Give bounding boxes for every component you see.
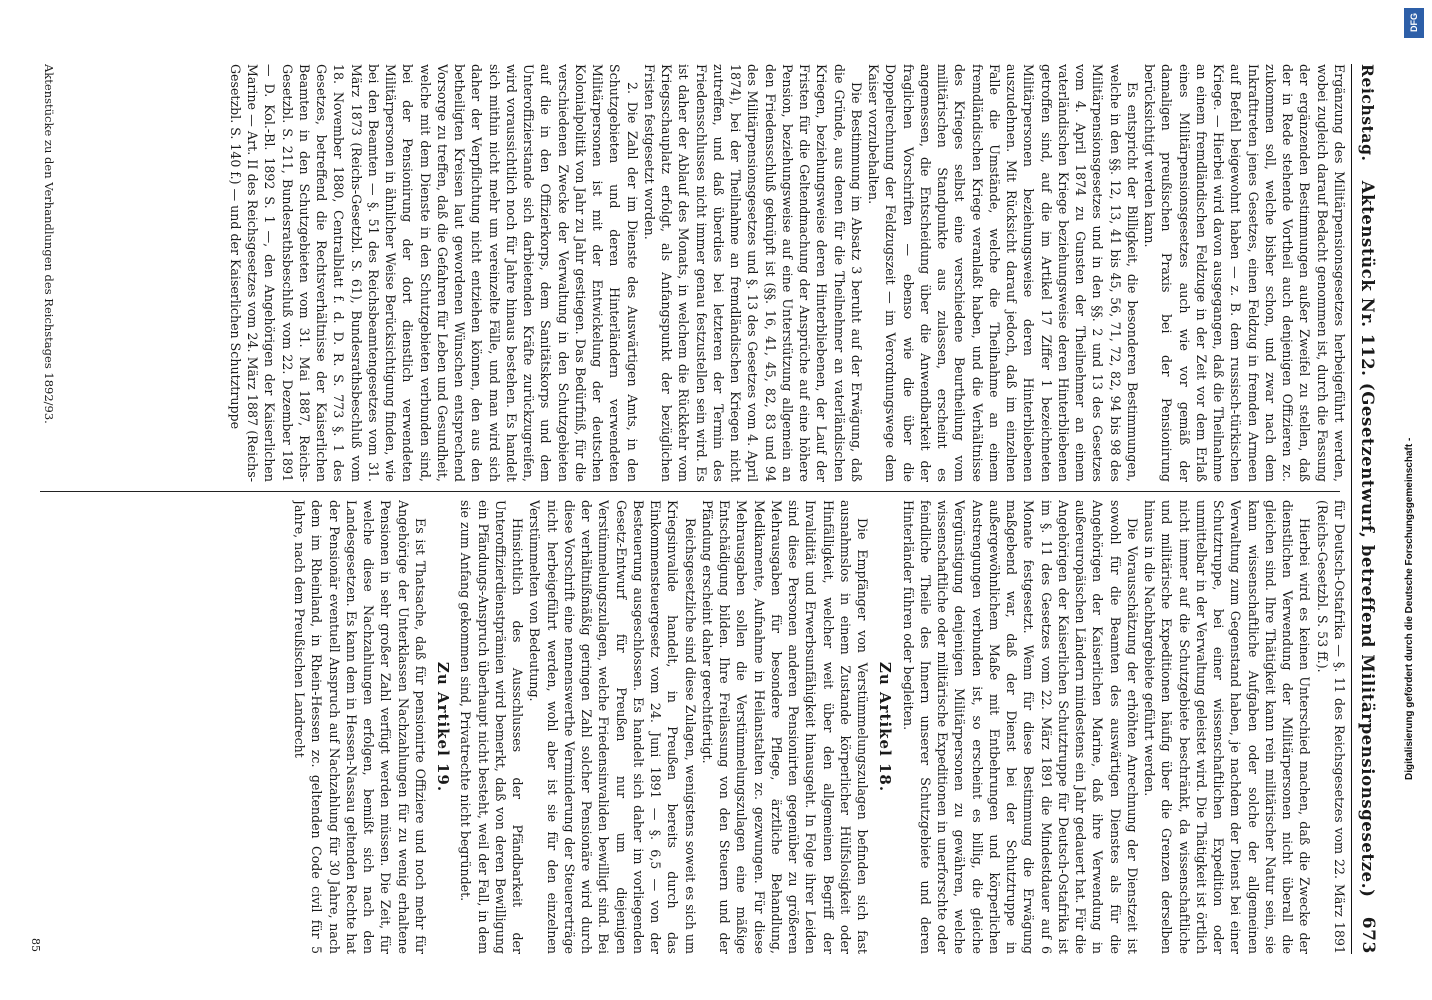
header-left: Reichstag. (1358, 64, 1377, 162)
page-number: 673 (1358, 916, 1378, 954)
column-divider (40, 491, 1340, 492)
right-column (40, 500, 1348, 954)
right-paragraph: für Deutsch-Ostafrika — §. 11 des Reichsgesetzes vom 22. März 1891 (Reichs-Gesetzbl. S. 53 ff.). (1314, 500, 1347, 954)
footer-note: Aktenstücke zu den Verhandlungen des Reichstages 1892/93. (42, 64, 57, 424)
left-column (40, 64, 1348, 482)
header-title: Aktenstück Nr. 112. (Gesetzentwurf, betreffend Militärpensionsgesetze.) (1358, 180, 1377, 898)
page-header (1351, 64, 1410, 954)
left-paragraph: Die Bestimmung im Absatz 3 beruht auf der Erwägung, daß die Gründe, aus denen für die Theilnehmer an vaterländischen Kriegen, beziehungsweise deren Hinterbliebenen, der Lauf der Fristen für die Geltendmachung der Ansprüche auf eine höhere Pension, beziehungsweise auf eine Unterstützung allgemein an den Friedensschluß geknüpft ist (§§. 16, 41, 45, 82, 83 und 94 des Militärpensionsgesetzes und §. 13 des Gesetzes vom 4. April 1874), bei der Theilnahme an fremdländischen Kriegen nicht zutreffen, und daß überdies bei letzteren der Termin des Friedensschlusses nicht immer genau festzustellen sein wird. Es ist daher der Ablauf des Monats, in welchem die Rückkehr vom Kriegsschauplatz erfolgt, als Anfangspunkt der bezüglichen Fristen festgesetzt worden. (642, 64, 864, 482)
left-paragraph: 2. Die Zahl der im Dienste des Auswärtigen Amts, in den Schutzgebieten und deren Hinterländern verwendeten Militärpersonen ist mit der Entwickelung der deutschen Kolonialpolitik von Jahr zu Jahr gestiegen. Das Bedürfniß, für die verschiedenen Zwecke der Verwaltung in den Schutzgebieten auf die in den Offizierkorps, dem Sanitätskorps und dem Unteroffizierstande sich darbietenden Kräfte zurückzugreifen, wird voraussichtlich noch für Jahre hinaus bestehen. Es handelt sich mithin nicht mehr um vereinzelte Fälle, und man wird sich daher der Verpflichtung nicht entziehen können, den aus den betheiligten Kreisen laut gewordenen Wünschen entsprechend Vorsorge zu treffen, daß die Gefahren für Leben und Gesundheit, welche mit dem Dienste in den Schutzgebieten verbunden sind, bei der Pensionirung der dort dienstlich verwendeten Militärpersonen in ähnlicher Weise Berücksichtigung finden, wie bei den Beamten — §. 51 des Reichsbeamtengesetzes vom 31. März 1873 (Reichs-Gesetzbl. S. 61), Bundesrathsbeschluß vom 18. November 1880, Centralblatt f. d. D. R. S. 773 §. 1 des Gesetzes, betreffend die Rechtsverhältnisse der Kaiserlichen Beamten in den Schutzgebieten vom 31. Mai 1887, Reichs-Gesetzbl. S. 211, Bundesrathsbeschluß vom 22. Dezember 1891 — D. Kol.-Bl. 1892 S. 1 —, den Angehörigen der Kaiserlichen Marine — Art. II des Reichsgesetzes vom 24. März 1887 (Reichs-Gesetzbl. S. 140 f.) — und der Kaiserlichen Schutztruppe (228, 64, 640, 482)
left-paragraph: Ergänzung des Militärpensionsgesetzes herbeigeführt werden, wobei zugleich darauf Bedacht genommen ist, durch die Fassung der ergänzenden Bestimmungen außer Zweifel zu stellen, daß der in Rede stehende Vortheil auch denjenigen Offizieren zc. zukommen soll, welche bisher schon, und zwar nach dem Inkrafttreten jenes Gesetzes, einen Feldzug in fremden Armeen auf Befehl beigewohnt haben — z. B. dem russisch-türkischen Kriege. — Hierbei wird davon ausgegangen, daß die Theilnahme an einem fremdländischen Feldzuge in der Zeit vor dem Erlaß eines Militärpensionsgesetzes auch wie vor gemäß der damaligen preußischen Praxis bei der Pensionirung berücksichtigt werden kann. (1142, 64, 1347, 482)
right-paragraph: Reichsgesetzliche sind diese Zulagen, wenigstens soweit es sich um Kriegsinvalide handelt, in Preußen bereits durch das Einkommensteuergesetz vom 24. Juni 1891 — §. 6,5 — von der Besteuerung ausgeschlossen. Es handelt sich daher im vorliegenden Gesetz-Entwurf für Preußen nur um diejenigen Verstümmelungszulagen, welche Friedensinvaliden bewilligt sind. Bei der verhältnißmäßig geringen Zahl solcher Pensionäre wird durch diese Vorschrift eine nennenswerthe Verminderung der Steuererträge nicht herbeigeführt werden, wohl aber ist sie für den einzelnen Verstümmelten von Bedeutung. (527, 500, 698, 954)
section-heading-article-18: Zu Artikel 18. (876, 661, 895, 793)
digitization-credit: Digitalisierung gefördert durch die Deutsche Forschungsgemeinschaft - (1404, 437, 1415, 780)
right-paragraph: Hinsichtlich des Ausschlusses der Pfändbarkeit der Unteroffizierdienstprämien wird bemerkt, daß von deren Bewilligung ein Pfändungs-Anspruch überhaupt nicht besteht, weil der Fall, in dem sie zum Anfang gekommen sind, Privatrechte nicht begründet. (458, 500, 526, 954)
right-paragraph: Die Empfänger von Verstümmelungszulagen befinden sich fast ausnahmslos in einem Zustande körperlicher Hülfslosigkeit oder Hinfälligkeit, welcher weit über den allgemeinen Begriff der Invalidität und Erwerbsunfähigkeit hinausgeht. In Folge ihrer Leiden sind diese Personen anderen Pensionirten gegenüber zu größeren Mehrausgaben für besondere Pflege, ärztliche Behandlung, Medikamente, Aufnahme in Heilanstalten zc. gezwungen. Für diese Mehrausgaben sollen die Verstümmelungszulagen eine mäßige Entschädigung bilden. Ihre Freilassung von den Steuern und der Pfändung erscheint daher gerechtfertigt. (700, 500, 871, 954)
dfg-logo-icon: DFG (1404, 8, 1424, 38)
section-heading-article-19: Zu Artikel 19. (434, 661, 453, 793)
right-paragraph: Hierbei wird es keinen Unterschied machen, daß die Zwecke der dienstlichen Verwendung der Militärpersonen nicht überall die gleichen sind. Ihre Thätigkeit kann rein militärischer Natur sein, sie kann wissenschaftliche Aufgaben oder solche der allgemeinen Verwaltung zum Gegenstand haben, je nachdem der Dienst bei einer Schutztruppe, bei einer wissenschaftlichen Expedition oder unmittelbar in der Verwaltung geleistet wird. Die Thätigkeit ist örtlich nicht immer auf die Schutzgebiete beschränkt, da wissenschaftliche und militärische Expeditionen häufig über die Grenzen derselben hinaus in die Nachbargebiete geführt werden. (1142, 500, 1313, 954)
right-paragraph: Die Vorausschätzung der erhöhten Anrechnung der Dienstzeit ist sowohl für die Beamten des auswärtigen Dienstes als für die Angehörigen der Kaiserlichen Marine, daß ihre Verwendung in außereuropäischen Ländern mindestens ein Jahr gedauert hat. Für die Angehörigen der Kaiserlichen Schutztruppe für Deutsch-Ostafrika ist im §. 11 des Gesetzes vom 22. März 1891 die Mindestdauer auf 6 Monate festgesetzt. Wenn für diese Bestimmung die Erwägung maßgebend war, daß der Dienst bei der Schutztruppe in außergewöhnlichem Maße mit Entbehrungen und körperlichen Anstrengungen verbunden ist, so erscheint es billig, die gleiche Vergünstigung denjenigen Militärpersonen zu gewähren, welche wissenschaftliche oder militärische Expeditionen in unerforschte oder feindliche Theile des Innern unserer Schutzgebiete und deren Hinterländer führen oder begleiten. (900, 500, 1140, 954)
signature-mark: 85 (29, 938, 42, 952)
left-paragraph: Es entspricht der Billigkeit, die besonderen Bestimmungen, welche in den §§. 12, 13, 41 bis 45, 56, 71, 72, 82, 94 bis 98 des Militärpensionsgesetzes und in den §§. 2 und 13 des Gesetzes vom 4. April 1874 zu Gunsten der Theilnehmer an einem vaterländischen Kriege beziehungsweise deren Hinterbliebenen getroffen sind, auf die im Artikel 17 Ziffer 1 bezeichneten Militärpersonen beziehungsweise deren Hinterbliebenen auszudehnen. Mit Rücksicht darauf jedoch, daß im einzelnen Falle die Umstände, welche die Theilnahme an einem fremdländischen Kriege veranlaßt haben, und die Verhältnisse des Krieges selbst eine verschiedene Beurtheilung vom militärischen Standpunkte aus zulassen, erscheint es angemessen, die Entscheidung über die Anwendbarkeit der fraglichen Vorschriften — ebenso wie die über die Doppelrechnung der Feldzugszeit — im Verordnungswege dem Kaiser vorzubehalten. (866, 64, 1140, 482)
right-paragraph: Es ist Thatsache, daß für pensionirte Offiziere und noch mehr für Angehörige der Unterklassen Nachzahlungen für zu wenig erhaltene Pensionen in sehr großer Zahl verfügt werden müssen. Die Zeit, für welche diese Nachzahlungen erfolgen, bemißt sich nach den Landesgesetzen. Es kann dem in Hessen-Nassau geltenden Rechte hat der Pensionär eventuell Anspruch auf Nachzahlung für 30 Jahre, nach dem im Rheinland, in Rhein-Hessen zc. geltenden Code civil für 5 Jahre, nach dem Preußischen Landrecht (292, 500, 428, 954)
